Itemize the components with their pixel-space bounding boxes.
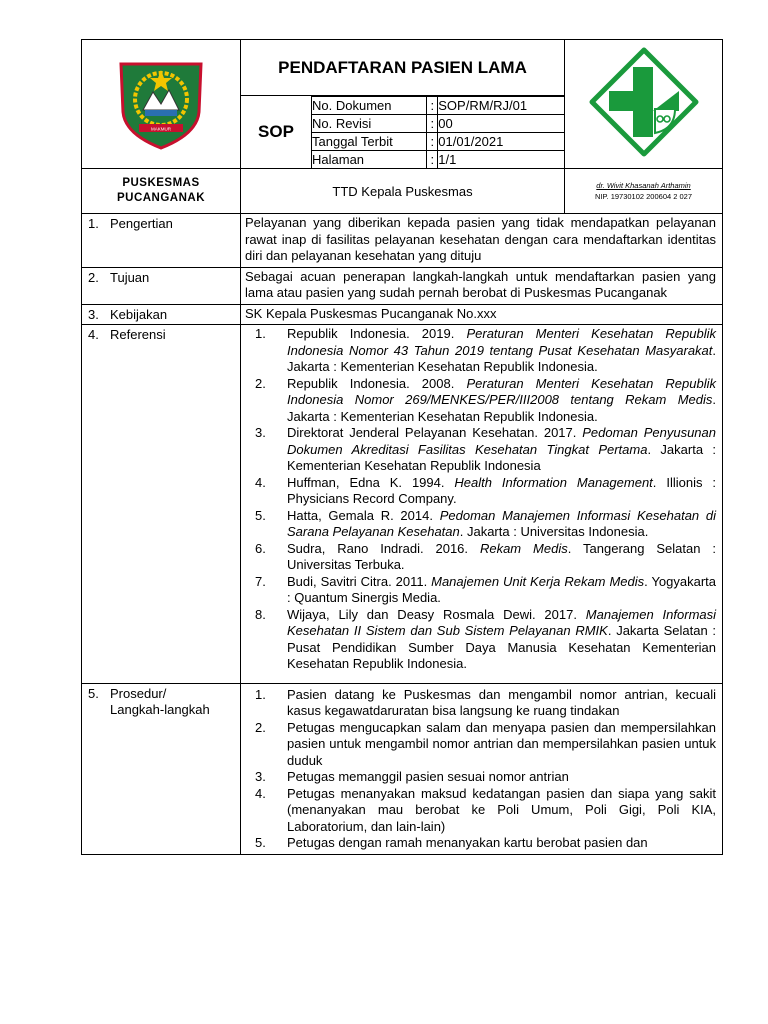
sop-label: SOP <box>241 96 312 169</box>
meta-row <box>312 115 564 133</box>
meta-value: 00 <box>438 115 564 133</box>
meta-colon: : <box>427 115 438 133</box>
organization-name <box>82 169 241 214</box>
section-label: 3. Kebijakan <box>82 304 241 325</box>
section-label: 2. Tujuan <box>82 267 241 304</box>
meta-label: Halaman <box>312 151 427 169</box>
meta-cell <box>312 96 565 169</box>
document-title: PENDAFTARAN PASIEN LAMA <box>241 40 565 96</box>
section-kebijakan <box>82 304 723 325</box>
list-item: 7. Budi, Savitri Citra. 2011. Manajemen Unit Kerja Rekam Medis. Yogyakarta : Quantum Sinergis Media. <box>255 573 717 605</box>
signature-label: TTD Kepala Puskesmas <box>241 169 565 214</box>
procedure-list <box>245 687 716 852</box>
section-prosedur <box>82 683 723 854</box>
document-meta <box>312 96 564 168</box>
meta-row <box>312 151 564 169</box>
section-content: Sebagai acuan penerapan langkah-langkah untuk mendaftarkan pasien yang lama atau pasien yang sudah pernah berobat di Puskesmas Pucanganak <box>241 267 723 304</box>
meta-colon: : <box>427 133 438 151</box>
list-item: 4. Huffman, Edna K. 1994. Health Information Management. Illionis : Physicians Record Company. <box>255 474 716 506</box>
section-content <box>241 325 723 684</box>
puskesmas-logo-icon <box>589 47 699 157</box>
sop-table <box>81 39 723 855</box>
signer-block <box>565 169 723 214</box>
section-content <box>241 683 723 854</box>
signer-nip: NIP. 19730102 200604 2 027 <box>594 192 693 201</box>
section-content: Pelayanan yang diberikan kepada pasien yang tidak mendapatkan pelayanan rawat inap di fasilitas pelayanan kesehatan dengan cara mendaftarkan identitas diri dan pelayanan kesehatan yang dituju <box>241 214 723 268</box>
list-item: 8. Wijaya, Lily dan Deasy Rosmala Dewi. 2017. Manajemen Informasi Kesehatan II Sistem dan Sub Sistem Pelayanan RMIK. Jakarta Selatan : Pusat Pendidikan Sumber Daya Manusia Kesehatan Kementerian Kesehatan Republik Indonesia. <box>255 606 717 671</box>
reference-list <box>245 326 716 673</box>
meta-colon: : <box>427 97 438 115</box>
meta-label: No. Dokumen <box>312 97 427 115</box>
list-item: 3. Petugas memanggil pasien sesuai nomor antrian <box>255 769 569 784</box>
list-item: 5. Hatta, Gemala R. 2014. Pedoman Manajemen Informasi Kesehatan di Sarana Pelayanan Kesehatan. Jakarta : Universitas Indonesia. <box>255 507 717 539</box>
district-emblem-icon <box>111 52 211 152</box>
list-item: 3. Direktorat Jenderal Pelayanan Kesehatan. 2017. Pedoman Penyusunan Dokumen Akreditasi Fasilitas Kesehatan Tingkat Pertama. Jakarta : Kementerian Kesehatan Republik Indonesia <box>255 425 717 473</box>
section-label: 1. Pengertian <box>82 214 241 268</box>
list-item: 1. Republik Indonesia. 2019. Peraturan Menteri Kesehatan Republik Indonesia Nomor 43 Tahun 2019 tentang Pusat Kesehatan Masyarakat. Jakarta : Kementerian Kesehatan Republik Indonesia. <box>255 326 717 374</box>
meta-row <box>312 133 564 151</box>
list-item: 2. Republik Indonesia. 2008. Peraturan Menteri Kesehatan Republik Indonesia Nomor 269/MENKES/PER/III2008 tentang Rekam Medis. Jakarta : Kementerian Kesehatan Republik Indonesia. <box>255 375 717 424</box>
list-item: 1. Pasien datang ke Puskesmas dan mengambil nomor antrian, kecuali kasus kegawatdaruratan bisa langsung ke ruang tindakan <box>255 686 717 718</box>
section-label: 5. Prosedur/ Langkah-langkah <box>82 683 241 854</box>
meta-value: SOP/RM/RJ/01 <box>438 97 564 115</box>
meta-row <box>312 97 564 115</box>
section-tujuan <box>82 267 723 304</box>
sop-document <box>81 39 722 1024</box>
org-line-1: PUSKESMAS <box>122 177 200 189</box>
meta-colon: : <box>427 151 438 169</box>
list-item: 6. Sudra, Rano Indradi. 2016. Rekam Medis. Tangerang Selatan : Universitas Terbuka. <box>255 540 717 572</box>
section-label: 4. Referensi <box>82 325 241 684</box>
signer-name: dr. Wivit Khasanah Arthamin <box>596 181 691 190</box>
emblem-motto: MAKMUR <box>151 126 171 131</box>
district-emblem-cell <box>82 40 241 169</box>
list-item: 2. Petugas mengucapkan salam dan menyapa pasien dan mempersilahkan pasien untuk mengambil nomor antrian dan mempersilahkan pasien untuk duduk <box>255 719 717 768</box>
section-referensi <box>82 325 723 684</box>
meta-label: Tanggal Terbit <box>312 133 427 151</box>
section-pengertian <box>82 214 723 268</box>
meta-label: No. Revisi <box>312 115 427 133</box>
meta-value: 1/1 <box>438 151 564 169</box>
section-content: SK Kepala Puskesmas Pucanganak No.xxx <box>241 304 723 325</box>
meta-value: 01/01/2021 <box>438 133 564 151</box>
list-item: 5. Petugas dengan ramah menanyakan kartu berobat pasien dan <box>255 835 648 850</box>
puskesmas-logo-cell <box>565 40 723 169</box>
list-item: 4. Petugas menanyakan maksud kedatangan pasien dan siapa yang sakit (menanyakan mau berobat ke Poli Umum, Poli Gigi, Poli KIA, Laboratorium, dan lain-lain) <box>255 785 717 834</box>
org-line-2: PUCANGANAK <box>116 192 206 204</box>
